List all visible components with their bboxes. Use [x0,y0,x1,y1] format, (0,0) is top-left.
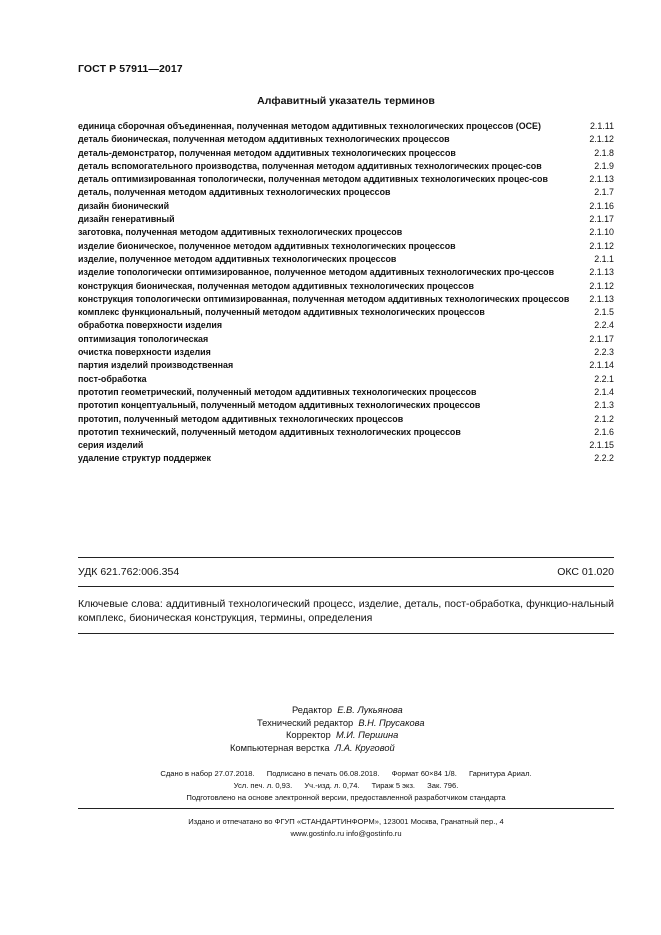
index-entry-number: 2.1.6 [594,426,614,437]
index-entry [78,414,614,425]
index-entry-term: дизайн бионический [78,200,170,211]
index-entry-term: обработка поверхности изделия [78,320,223,331]
classification-row [78,566,614,578]
index-entry [78,281,614,292]
credits-block [200,704,460,755]
index-entry-number: 2.1.13 [589,293,614,304]
divider-bottom [78,808,614,809]
index-entry-term: единица сборочная объединенная, полученная методом аддитивных технологических процессов (ОСЕ) [78,121,541,131]
print-info-prepared: Подготовлено на основе электронной версии, предоставленной разработчиком стандарта [186,793,506,802]
index-entry-number: 2.2.1 [594,373,614,384]
index-entry-number: 2.1.4 [594,386,614,397]
index-entry-number: 2.2.4 [594,320,614,331]
index-entry [78,267,614,278]
keywords-text: Ключевые слова: аддитивный технологический процесс, изделие, деталь, пост-обработка, функцио-нальный комплекс, бионическая конструкция, термины, определения [78,598,614,624]
index-entry-term: изделие топологически оптимизированное, полученное методом аддитивных технологических про-цессов [78,267,555,278]
index-title: Алфавитный указатель терминов [257,95,435,107]
print-info-line2: Усл. печ. л. 0,93. Уч.-изд. л. 0,74. Тираж 5 экз. Зак. 796. [233,781,459,790]
index-entry-term: удаление структур поддержек [78,453,211,464]
publisher-web: www.gostinfo.ru info@gostinfo.ru [290,829,402,838]
index-entry-number: 2.1.13 [589,174,614,185]
index-entry-term: очистка поверхности изделия [78,347,211,358]
index-entry-term: пост-обработка [78,373,147,384]
index-entry-number: 2.1.12 [589,280,614,291]
index-entry-number: 2.1.10 [589,227,614,238]
index-entry-term: серия изделий [78,440,144,451]
index-entry-term: деталь бионическая, полученная методом аддитивных технологических процессов [78,134,450,145]
index-entry [78,227,614,238]
index-entry-number: 2.1.12 [589,134,614,145]
index-entry-term: деталь вспомогательного производства, полученная методом аддитивных технологических процес-сов [78,160,542,171]
index-entry [78,174,614,185]
index-entry-number: 2.1.2 [594,413,614,424]
index-entry [78,241,614,252]
index-entry-term: прототип геометрический, полученный методом аддитивных технологических процессов [78,386,477,397]
index-entry-term: деталь оптимизированная топологически, полученная методом аддитивных технологических процес-сов [78,174,548,185]
credit-layout: Компьютерная верстка Л.А. Круговой [230,743,395,754]
print-info [78,768,614,804]
index-entry-number: 2.1.9 [594,160,614,171]
index-entry-number: 2.1.5 [594,307,614,318]
index-entry-term: прототип технический, полученный методом аддитивных технологических процессов [78,426,461,437]
index-entry-number: 2.1.13 [589,267,614,278]
index-entry-term: конструкция бионическая, полученная методом аддитивных технологических процессов [78,280,474,291]
divider-top [78,557,614,558]
credit-proofreader: Корректор М.И. Першина [286,730,399,741]
credit-editor: Редактор Е.В. Лукьянова [292,705,403,715]
publisher-address: Издано и отпечатано во ФГУП «СТАНДАРТИНФОРМ», 123001 Москва, Гранатный пер., 4 [188,817,504,826]
index-entry-number: 2.1.11 [589,121,614,131]
credit-tech-editor: Технический редактор В.Н. Прусакова [257,717,425,728]
oks-code: ОКС 01.020 [557,566,614,578]
index-entry-number: 2.2.2 [594,453,614,464]
divider-mid [78,586,614,587]
index-entry-number: 2.1.3 [594,400,614,411]
index-entry-term: заготовка, полученная методом аддитивных технологических процессов [78,227,403,238]
index-entry [78,148,614,159]
index-entry-number: 2.1.17 [589,333,614,344]
index-entry-number: 2.1.17 [589,214,614,225]
index-entry [78,347,614,358]
index-entry-term: прототип концептуальный, полученный методом аддитивных технологических процессов [78,400,481,411]
index-entry-term: деталь-демонстратор, полученная методом аддитивных технологических процессов [78,147,456,158]
index-entry [78,427,614,438]
index-entry [78,201,614,212]
index-entry-term: конструкция топологически оптимизированная, полученная методом аддитивных технологических процессов [78,293,570,304]
index-entry-term: изделие бионическое, полученное методом аддитивных технологических процессов [78,240,456,251]
standard-header: ГОСТ Р 57911—2017 [78,63,183,75]
index-entry-term: партия изделий производственная [78,360,234,371]
index-entry [78,254,614,265]
index-entry-term: комплекс функциональный, полученный методом аддитивных технологических процессов [78,307,485,318]
index-entry [78,334,614,345]
index-entry [78,294,614,305]
index-entry-number: 2.1.1 [594,253,614,264]
index-entry [78,307,614,318]
index-entry [78,387,614,398]
index-entry-number: 2.1.7 [594,187,614,198]
index-entry [78,320,614,331]
index-entry-term: изделие, полученное методом аддитивных технологических процессов [78,253,397,264]
index-entry-number: 2.1.15 [589,440,614,451]
index-entry-term: дизайн генеративный [78,214,175,225]
index-entry [78,187,614,198]
index-entry [78,374,614,385]
index-entry-term: деталь, полученная методом аддитивных технологических процессов [78,187,391,198]
index-entry-term: оптимизация топологическая [78,333,209,344]
index-entry-number: 2.1.14 [589,360,614,371]
index-entry [78,400,614,411]
divider-keywords [78,633,614,634]
publisher-info [78,816,614,840]
index-entry [78,360,614,371]
index-entry [78,161,614,172]
index-entry [78,440,614,451]
index-entry-number: 2.1.8 [594,147,614,158]
index-entry-term: прототип, полученный методом аддитивных технологических процессов [78,413,404,424]
index-entry [78,121,614,132]
index-entry [78,214,614,225]
udc-code: УДК 621.762:006.354 [78,566,180,578]
index-entry-number: 2.1.16 [589,200,614,211]
index-entry-number: 2.2.3 [594,347,614,358]
index-entry [78,134,614,145]
index-list [78,121,614,467]
index-entry-number: 2.1.12 [589,240,614,251]
print-info-line1: Сдано в набор 27.07.2018. Подписано в печать 06.08.2018. Формат 60×84 1/8. Гарнитура Ариал. [160,769,532,778]
index-entry [78,453,614,464]
